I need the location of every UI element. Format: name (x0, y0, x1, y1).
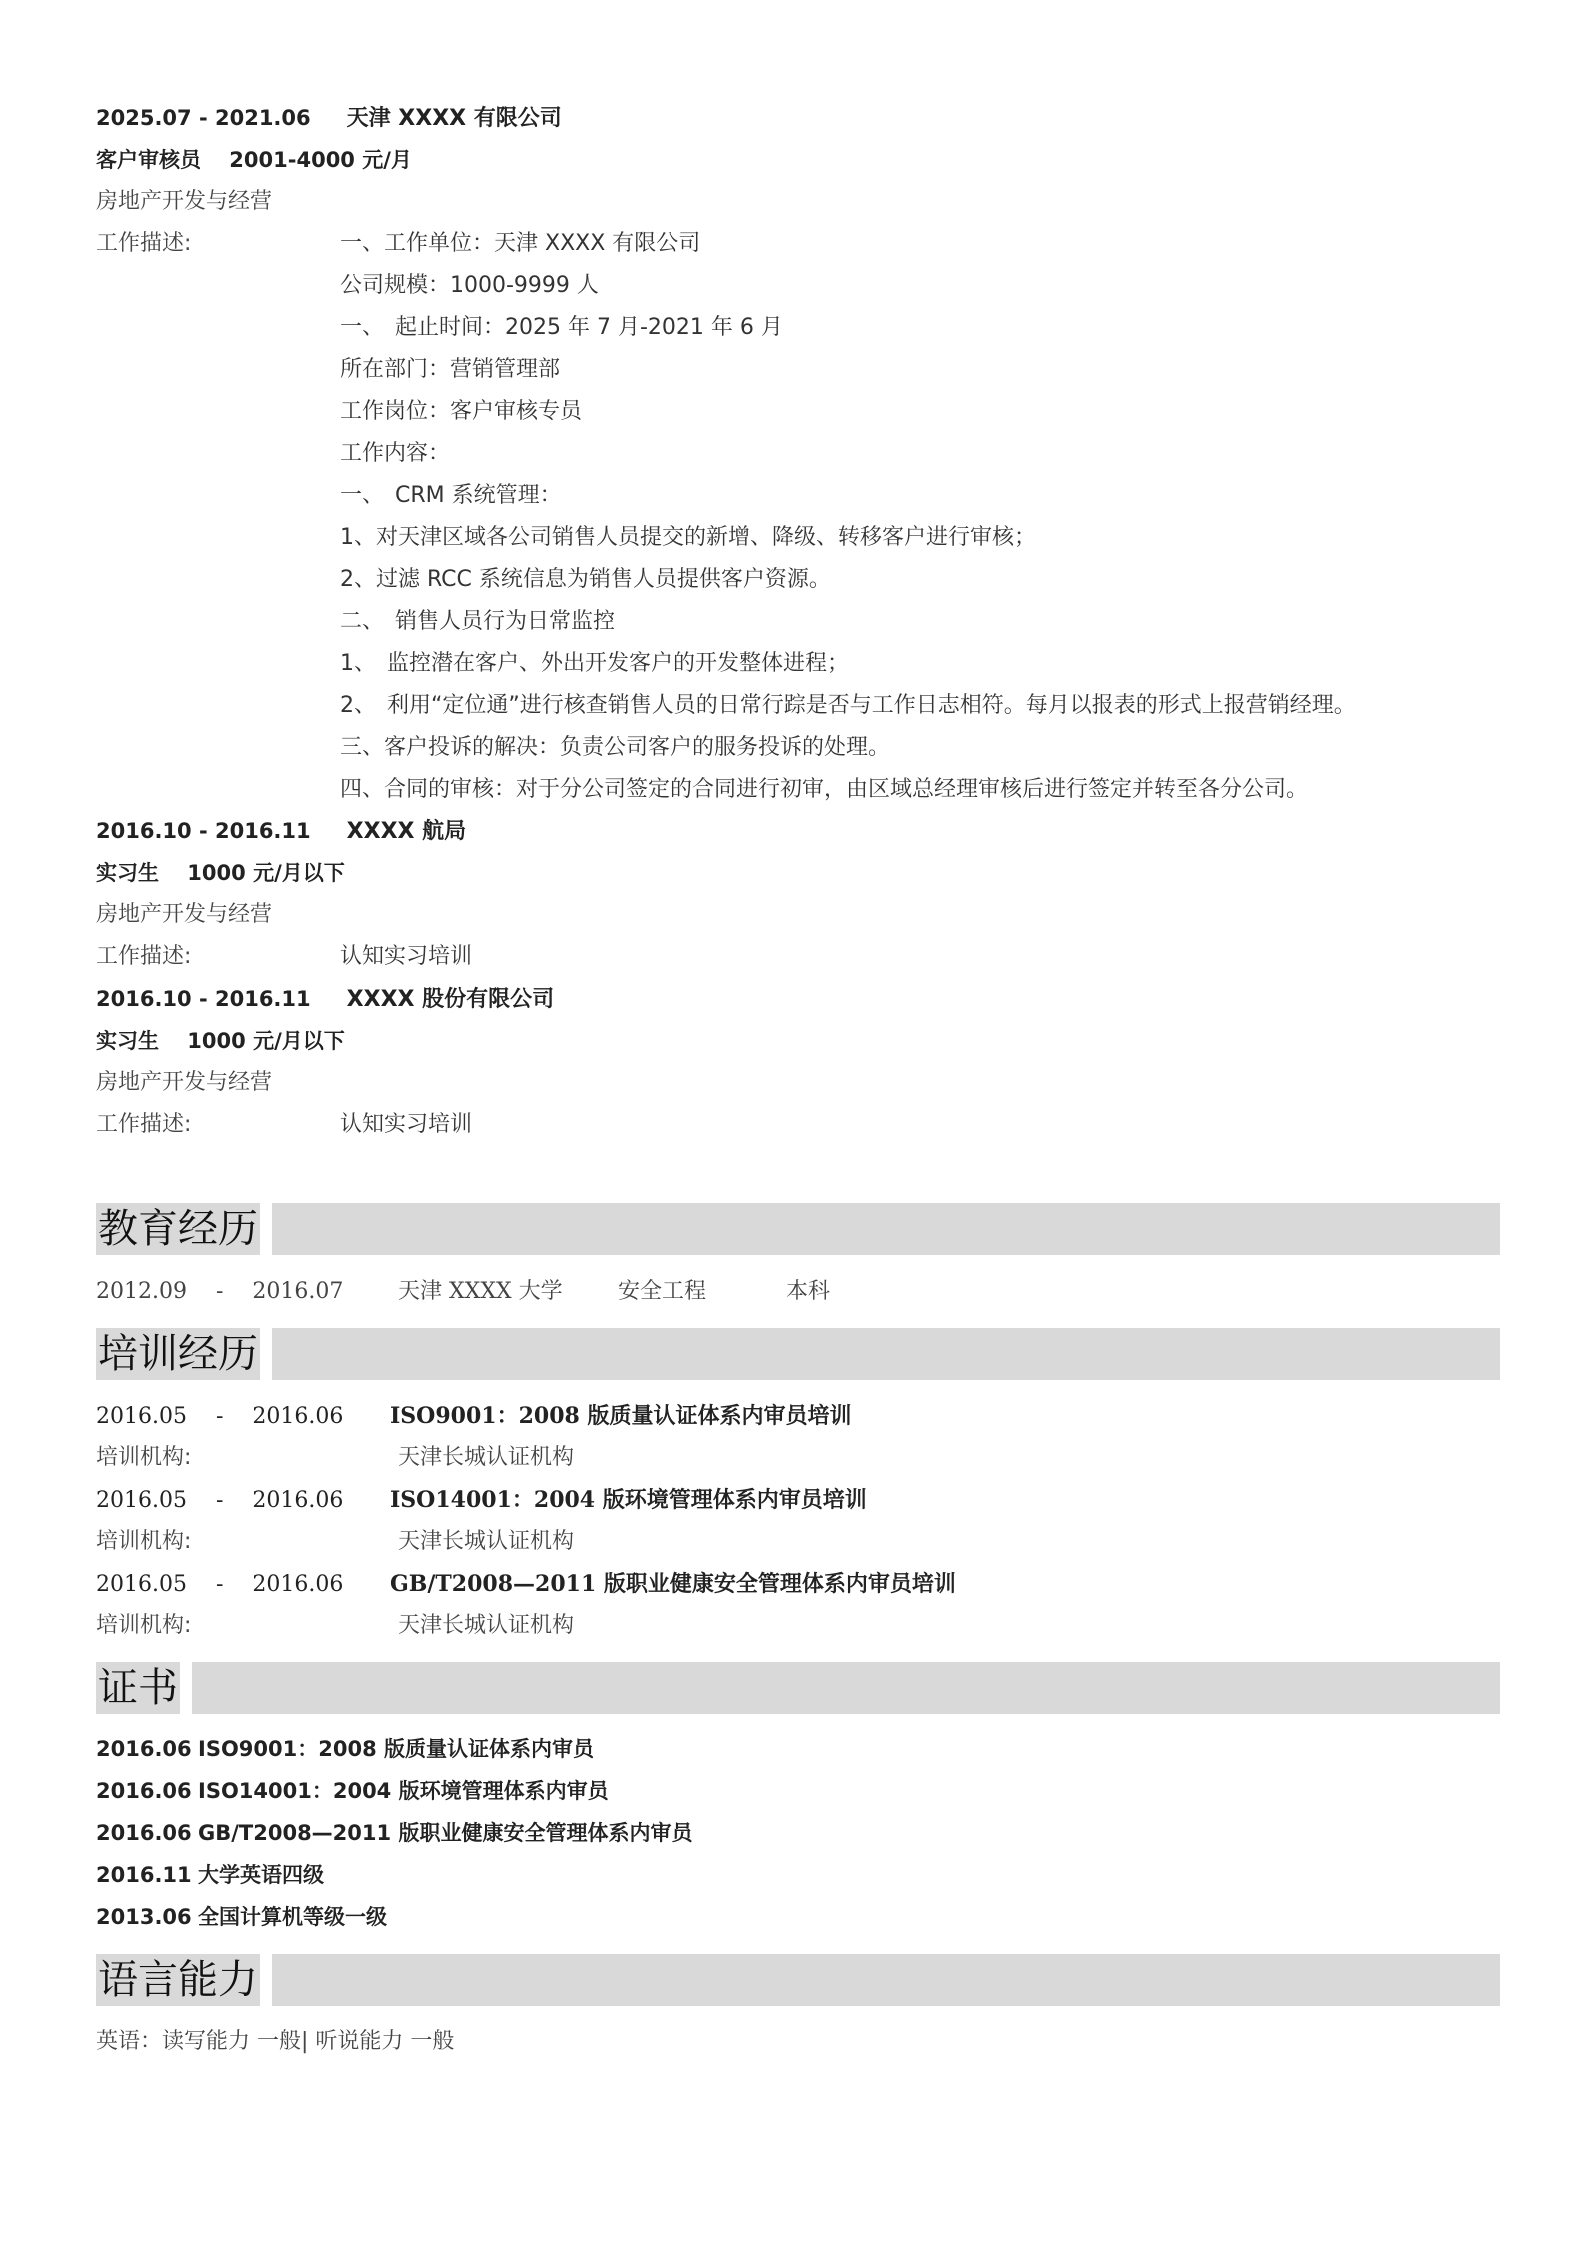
section-bar (272, 1203, 1500, 1255)
job-company: 天津 XXXX 有限公司 (346, 106, 562, 131)
section-education (96, 1203, 1500, 1255)
job-title-salary: 客户审核员 2001-4000 元/月 (96, 148, 412, 172)
job-header (96, 811, 466, 851)
job-title-salary: 实习生 1000 元/月以下 (96, 861, 345, 885)
job-company: XXXX 航局 (346, 819, 467, 844)
certificate-name: ISO9001：2008 版质量认证体系内审员 (198, 1737, 594, 1761)
job-header (96, 98, 562, 138)
job-desc-line: 1、对天津区域各公司销售人员提交的新增、降级、转移客户进行审核； (340, 525, 1036, 550)
job-desc-line: 工作内容： (340, 441, 451, 466)
certificate-name: 大学英语四级 (198, 1863, 324, 1887)
job-desc-line: 认知实习培训 (340, 944, 473, 969)
section-bar (272, 1954, 1500, 2006)
job-desc-line: 一、 CRM 系统管理： (340, 483, 562, 508)
job-industry: 房地产开发与经营 (96, 189, 273, 214)
section-title: 语言能力 (96, 1954, 260, 2006)
job-desc-line: 二、 销售人员行为日常监控 (340, 609, 616, 634)
training-period: 2016.05 - 2016.06 (96, 1404, 344, 1429)
certificate-item (96, 1729, 594, 1769)
job-period: 2025.07 - 2021.06 (96, 106, 311, 130)
job-desc-line: 认知实习培训 (340, 1112, 473, 1137)
job-desc-label: 工作描述: (96, 944, 192, 969)
training-org-row (96, 1522, 574, 1562)
training-entry (96, 1396, 851, 1436)
section-bar (272, 1328, 1500, 1380)
education-school: 天津 XXXX 大学 (398, 1279, 563, 1304)
section-title: 证书 (96, 1662, 180, 1714)
certificate-date: 2016.06 (96, 1821, 192, 1845)
language-entry: 英语：读写能力 一般| 听说能力 一般 (96, 2029, 455, 2054)
training-org-row (96, 1606, 574, 1646)
section-languages (96, 1954, 1500, 2006)
certificate-date: 2016.06 (96, 1779, 192, 1803)
job-desc-line: 一、 起止时间：2025 年 7 月-2021 年 6 月 (340, 315, 783, 340)
training-period: 2016.05 - 2016.06 (96, 1572, 344, 1597)
job-desc-line: 一、工作单位：天津 XXXX 有限公司 (340, 231, 701, 256)
job-desc-line: 公司规模：1000-9999 人 (340, 273, 599, 298)
training-course: ISO14001：2004 版环境管理体系内审员培训 (390, 1487, 867, 1513)
section-training (96, 1328, 1500, 1380)
job-header (96, 979, 554, 1019)
certificate-date: 2016.06 (96, 1737, 192, 1761)
training-org-label: 培训机构: (96, 1613, 192, 1638)
job-desc-line: 所在部门：营销管理部 (340, 357, 561, 382)
job-industry: 房地产开发与经营 (96, 1070, 273, 1095)
job-desc-label: 工作描述: (96, 1112, 192, 1137)
job-desc-line: 2、过滤 RCC 系统信息为销售人员提供客户资源。 (340, 567, 831, 592)
training-org: 天津长城认证机构 (398, 1445, 575, 1470)
certificate-name: 全国计算机等级一级 (198, 1905, 387, 1929)
certificate-date: 2013.06 (96, 1905, 192, 1929)
job-desc-line: 2、 利用“定位通”进行核查销售人员的日常行踪是否与工作日志相符。每月以报表的形式上报营销经理。 (340, 693, 1356, 718)
section-bar (192, 1662, 1500, 1714)
certificate-item (96, 1771, 609, 1811)
education-degree: 本科 (786, 1279, 831, 1304)
job-period: 2016.10 - 2016.11 (96, 987, 311, 1011)
training-org-label: 培训机构: (96, 1445, 192, 1470)
certificate-name: GB/T2008—2011 版职业健康安全管理体系内审员 (198, 1821, 693, 1845)
section-certificates (96, 1662, 1500, 1714)
training-course: GB/T2008—2011 版职业健康安全管理体系内审员培训 (390, 1571, 956, 1597)
certificate-item (96, 1897, 387, 1937)
section-title: 培训经历 (96, 1328, 260, 1380)
certificate-date: 2016.11 (96, 1863, 192, 1887)
education-major: 安全工程 (618, 1279, 707, 1304)
job-title-salary: 实习生 1000 元/月以下 (96, 1029, 345, 1053)
job-desc-line: 1、 监控潜在客户、外出开发客户的开发整体进程； (340, 651, 849, 676)
job-industry: 房地产开发与经营 (96, 902, 273, 927)
job-company: XXXX 股份有限公司 (346, 987, 555, 1012)
job-desc-line: 四、合同的审核：对于分公司签定的合同进行初审，由区域总经理审核后进行签定并转至各分公司。 (340, 777, 1309, 802)
education-entry (96, 1272, 830, 1312)
training-course: ISO9001：2008 版质量认证体系内审员培训 (390, 1403, 852, 1429)
training-entry (96, 1564, 956, 1604)
training-org: 天津长城认证机构 (398, 1613, 575, 1638)
job-desc-line: 工作岗位：客户审核专员 (340, 399, 583, 424)
training-period: 2016.05 - 2016.06 (96, 1488, 344, 1513)
certificate-item (96, 1855, 324, 1895)
certificate-name: ISO14001：2004 版环境管理体系内审员 (198, 1779, 609, 1803)
job-desc-line: 三、客户投诉的解决：负责公司客户的服务投诉的处理。 (340, 735, 891, 760)
job-period: 2016.10 - 2016.11 (96, 819, 311, 843)
training-org-label: 培训机构: (96, 1529, 192, 1554)
certificate-item (96, 1813, 692, 1853)
training-entry (96, 1480, 867, 1520)
education-period: 2012.09 - 2016.07 (96, 1279, 344, 1304)
training-org: 天津长城认证机构 (398, 1529, 575, 1554)
section-title: 教育经历 (96, 1203, 260, 1255)
job-desc-label: 工作描述: (96, 231, 192, 256)
training-org-row (96, 1438, 574, 1478)
